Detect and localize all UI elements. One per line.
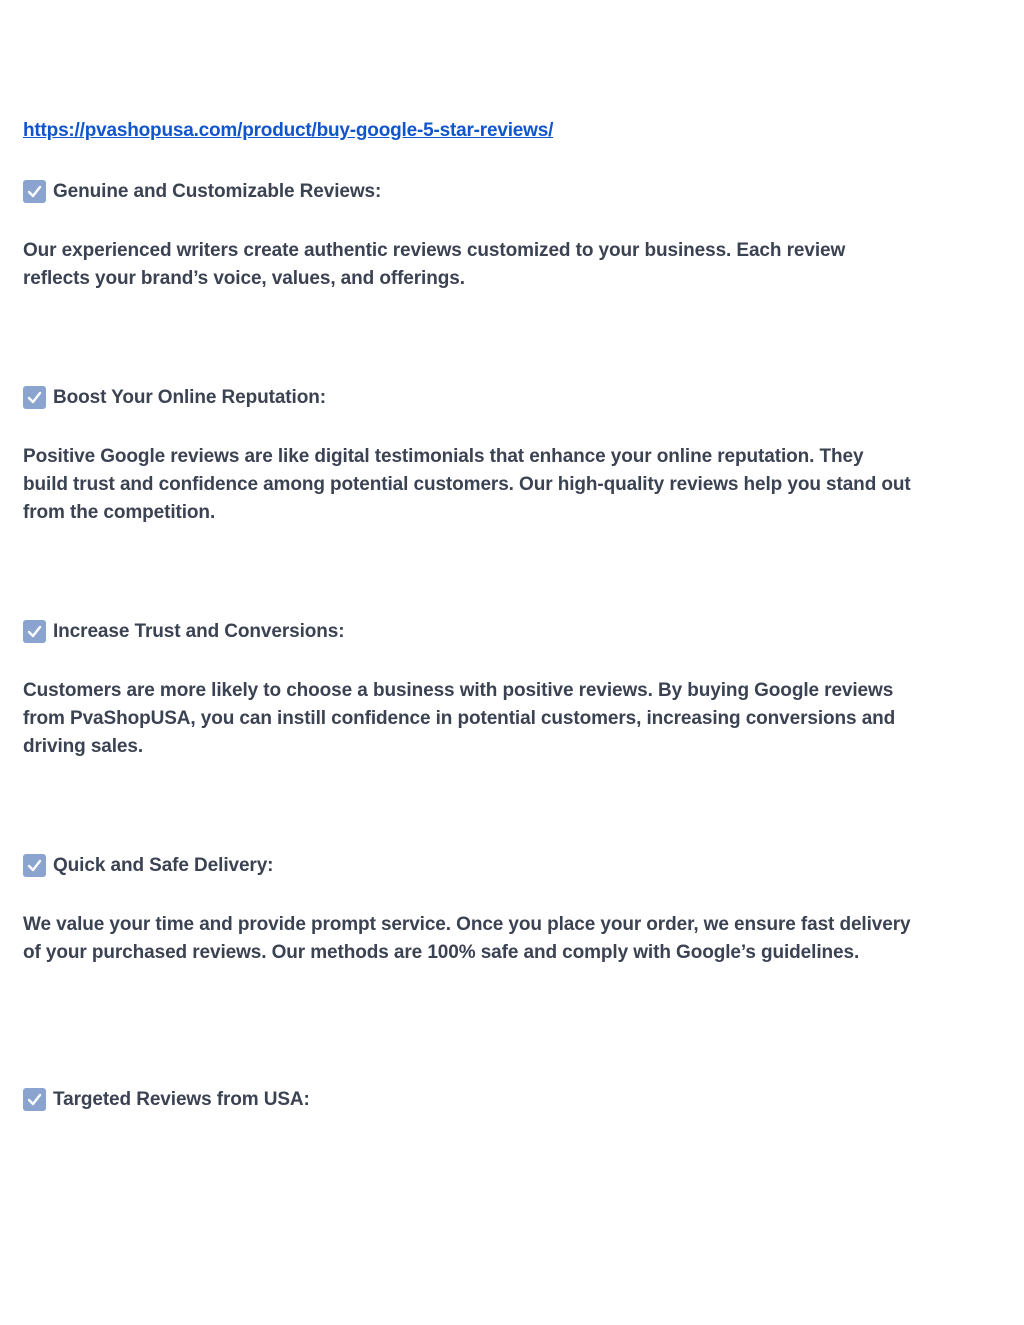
check-box-icon	[23, 620, 46, 643]
check-box-icon	[23, 180, 46, 203]
check-box-icon	[23, 1088, 46, 1111]
section-heading-text: Genuine and Customizable Reviews:	[53, 180, 382, 202]
section-heading	[23, 386, 326, 409]
section-body: We value your time and provide prompt service. Once you place your order, we ensure fast delivery of your purchased reviews. Our methods are 100% safe and comply with Google’s guidelines.	[23, 914, 911, 963]
section-heading	[23, 620, 345, 643]
section-heading-text: Boost Your Online Reputation:	[53, 386, 326, 408]
section-heading-text: Increase Trust and Conversions:	[53, 620, 345, 642]
section-body: Customers are more likely to choose a business with positive reviews. By buying Google reviews from PvaShopUSA, you can instill confidence in potential customers, increasing conversions and driving sales.	[23, 680, 896, 757]
section-body: Our experienced writers create authentic reviews customized to your business. Each review reflects your brand’s voice, values, and offerings.	[23, 240, 846, 289]
section-heading-text: Targeted Reviews from USA:	[53, 1088, 310, 1110]
product-link[interactable]: https://pvashopusa.com/product/buy-google-5-star-reviews/	[23, 120, 554, 141]
check-box-icon	[23, 854, 46, 877]
section-heading-text: Quick and Safe Delivery:	[53, 854, 274, 876]
check-box-icon	[23, 386, 46, 409]
section-heading	[23, 854, 273, 877]
section-heading	[23, 180, 381, 203]
section-heading	[23, 1088, 310, 1111]
section-body: Positive Google reviews are like digital testimonials that enhance your online reputation. They build trust and confidence among potential customers. Our high-quality reviews help you stand out from the competition.	[23, 446, 911, 523]
